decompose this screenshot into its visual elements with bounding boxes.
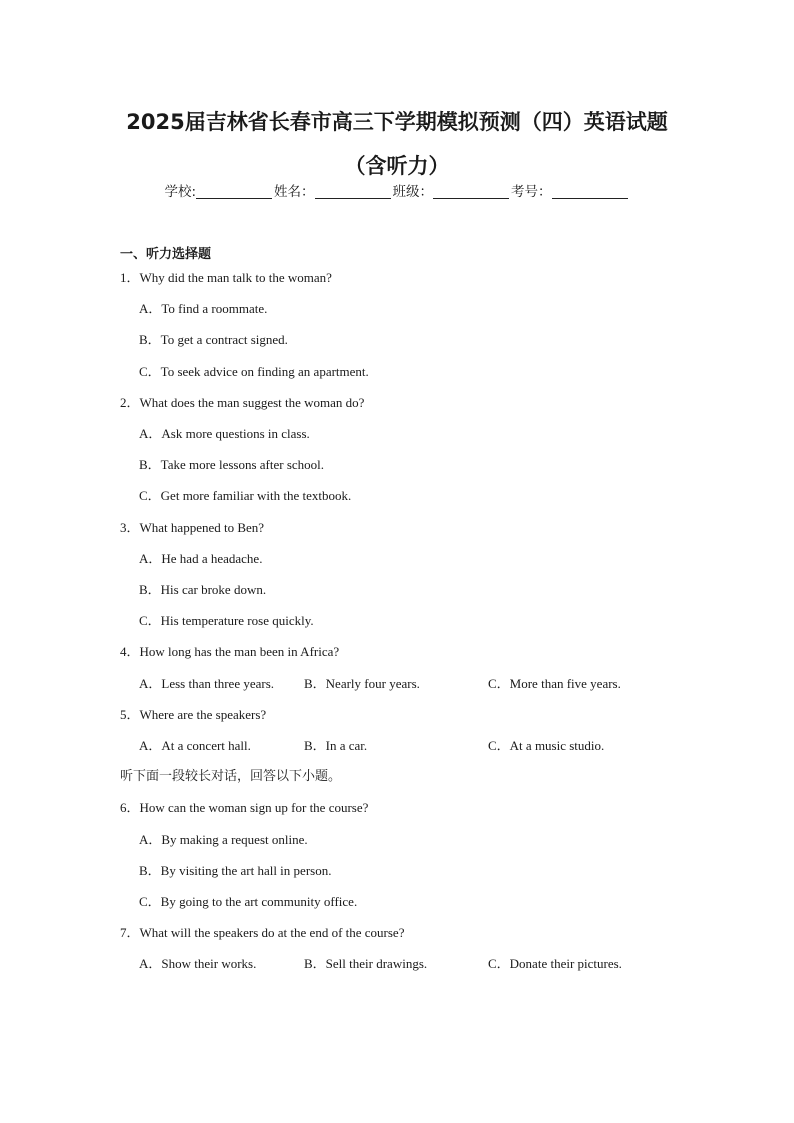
option-5a	[139, 737, 251, 755]
option-letter: C．	[139, 488, 161, 503]
option-text: Sell their drawings.	[325, 956, 428, 971]
option-5b	[304, 737, 367, 755]
question-3	[120, 519, 264, 537]
question-number: 7．	[120, 925, 140, 940]
question-number: 6．	[120, 800, 140, 815]
option-letter: A．	[139, 301, 162, 316]
page-title: 2025届吉林省长春市高三下学期模拟预测（四）英语试题（含听力）	[126, 110, 668, 178]
option-3c	[139, 612, 314, 630]
option-7c	[488, 955, 622, 973]
option-text: Donate their pictures.	[509, 956, 622, 971]
question-text: Why did the man talk to the woman?	[139, 270, 332, 285]
question-text: Where are the speakers?	[139, 707, 267, 722]
option-4a	[139, 675, 274, 693]
option-letter: B．	[304, 676, 326, 691]
question-number: 4．	[120, 644, 140, 659]
option-7b	[304, 955, 427, 973]
option-text: Less than three years.	[161, 676, 275, 691]
question-2	[120, 394, 364, 412]
option-4c	[488, 675, 621, 693]
question-number: 3．	[120, 520, 140, 535]
option-text: To find a roommate.	[161, 301, 268, 316]
option-1c	[139, 363, 369, 381]
question-6	[120, 799, 368, 817]
question-7	[120, 924, 404, 942]
student-info-row	[0, 180, 794, 200]
question-number: 1．	[120, 270, 140, 285]
option-text: To seek advice on finding an apartment.	[160, 364, 369, 379]
option-letter: B．	[139, 582, 161, 597]
option-letter: A．	[139, 738, 162, 753]
name-field	[274, 180, 393, 200]
exam-number-field	[511, 180, 630, 200]
name-label: 姓名：	[274, 184, 315, 200]
option-text: He had a headache.	[161, 551, 263, 566]
option-2a	[139, 425, 310, 443]
option-1b	[139, 331, 288, 349]
option-letter: B．	[139, 863, 161, 878]
option-2b	[139, 456, 324, 474]
option-letter: A．	[139, 676, 162, 691]
option-text: By making a request online.	[161, 832, 308, 847]
option-text: Get more familiar with the textbook.	[160, 488, 352, 503]
exam-number-label: 考号：	[511, 184, 552, 200]
option-7a	[139, 955, 256, 973]
school-field	[164, 180, 274, 200]
option-text: To get a contract signed.	[160, 332, 288, 347]
question-1	[120, 269, 332, 287]
option-letter: A．	[139, 551, 162, 566]
question-text: What will the speakers do at the end of the course?	[139, 925, 405, 940]
option-letter: C．	[139, 894, 161, 909]
exam-number-blank[interactable]	[552, 184, 628, 199]
option-text: By visiting the art hall in person.	[160, 863, 332, 878]
option-text: In a car.	[325, 738, 368, 753]
option-text: Show their works.	[161, 956, 257, 971]
option-letter: B．	[139, 457, 161, 472]
option-text: His car broke down.	[160, 582, 267, 597]
section-title: 一、听力选择题	[120, 247, 212, 262]
option-letter: C．	[488, 738, 510, 753]
option-text: More than five years.	[509, 676, 621, 691]
option-text: Ask more questions in class.	[161, 426, 310, 441]
option-text: Take more lessons after school.	[160, 457, 325, 472]
class-blank[interactable]	[433, 184, 509, 199]
option-text: Nearly four years.	[325, 676, 420, 691]
question-text: How can the woman sign up for the course?	[139, 800, 369, 815]
question-number: 2．	[120, 395, 140, 410]
option-text: At a concert hall.	[161, 738, 251, 753]
name-blank[interactable]	[315, 184, 391, 199]
option-letter: B．	[304, 738, 326, 753]
class-label: 班级：	[392, 184, 434, 200]
option-letter: B．	[139, 332, 161, 347]
option-6b	[139, 862, 331, 880]
option-2c	[139, 487, 351, 505]
option-5c	[488, 737, 604, 755]
option-letter: C．	[488, 676, 510, 691]
school-label: 学校:	[164, 184, 197, 200]
option-3b	[139, 581, 266, 599]
option-text: By going to the art community office.	[160, 894, 358, 909]
option-1a	[139, 300, 267, 318]
question-text: How long has the man been in Africa?	[139, 644, 340, 659]
question-5	[120, 706, 266, 724]
option-letter: C．	[139, 613, 161, 628]
question-number: 5．	[120, 707, 140, 722]
option-letter: C．	[139, 364, 161, 379]
option-text: His temperature rose quickly.	[160, 613, 314, 628]
instruction-text: 听下面一段较长对话，回答以下小题。	[120, 769, 342, 784]
option-text: At a music studio.	[509, 738, 605, 753]
option-letter: C．	[488, 956, 510, 971]
school-blank[interactable]	[196, 184, 272, 199]
question-text: What happened to Ben?	[139, 520, 265, 535]
option-letter: A．	[139, 832, 162, 847]
option-6c	[139, 893, 357, 911]
option-letter: A．	[139, 956, 162, 971]
question-text: What does the man suggest the woman do?	[139, 395, 365, 410]
question-4	[120, 643, 339, 661]
option-letter: B．	[304, 956, 326, 971]
option-6a	[139, 831, 308, 849]
option-4b	[304, 675, 420, 693]
option-letter: A．	[139, 426, 162, 441]
class-field	[393, 180, 512, 200]
option-3a	[139, 550, 262, 568]
